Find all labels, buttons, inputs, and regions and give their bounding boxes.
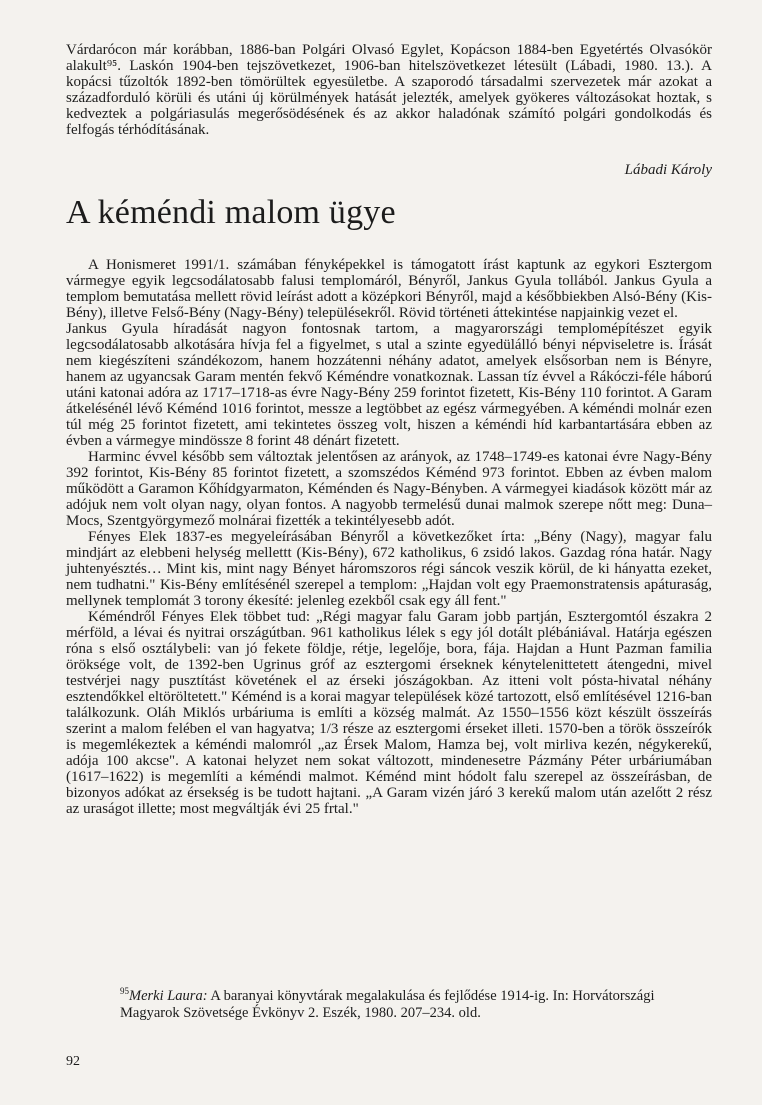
intro-paragraph: Várdarócon már korábban, 1886-ban Polgári Olvasó Egylet, Kopácson 1884-ben Egyetértés Olvasókör alakult⁹⁵. Laskón 1904-ben tejszövetkezet, 1906-ban hitelszövetkezet létesült (Lábadi, 1980. 13.). A kopácsi tűzoltók 1892-ben tömörültek egyesületbe. A szaporodó társadalmi szervezetek már azokat a századforduló körüli és utáni új körülmények hatását jelezték, amelyek gyökeres változásokat hoztak, s kedveztek a polgáriasulás megerősödésének és az akkor haladónak számító polgári gondolkodás és felfogás térhódításának. bbox=[66, 42, 712, 138]
article-body bbox=[66, 257, 712, 817]
author-signature: Lábadi Károly bbox=[624, 162, 712, 178]
footnote-mark: 95 bbox=[120, 986, 129, 997]
footnote-author: Merki Laura: bbox=[129, 988, 208, 1004]
article-title: A kéméndi malom ügye bbox=[66, 194, 396, 231]
body-paragraph-3: Harminc évvel később sem változtak jelentősen az arányok, az 1748–1749-es katonai évre Nagy-Bény 392 forintot, Kis-Bény 85 forintot fizetett, a szomszédos Kéménd 973 forintot. Ebben az évben malom működött a Garamon Kőhídgyarmaton, Kéménden és Nagy-Bényben. A vármegyei kiadások között már az adójuk nem volt olyan nagy, olyan fontos. A nagyobb termelésű dunai malmok szerepe nőtt meg: Duna–Mocs, Szentgyörgymező molnárai fizették a tekintélyesebb adót. bbox=[66, 449, 712, 529]
intro-section bbox=[66, 42, 712, 138]
footnote-text: A baranyai könyvtárak megalakulása és fejlődése 1914-ig. In: Horvátországi Magyarok Szövetsége Évkönyv 2. Eszék, 1980. 207–234. old. bbox=[120, 988, 655, 1021]
body-paragraph-2: Jankus Gyula híradását nagyon fontosnak tartom, a magyarországi templomépítészet egyik legcsodálatosabb alkotására hívja fel a figyelmet, s utal a szinte egyedülálló bényi népviseletre is. Írását nem kiegészíteni szándékozom, hanem hozzátenni néhány adatot, amelyek elsősorban nem is Bényre, hanem az ugyancsak Garam mentén fekvő Kéméndre vonatkoznak. Lassan tíz évvel a Rákóczi-féle háború utáni katonai adóra az 1717–1718-as évre Nagy-Bény 259 forintot fizetett, Kis-Bény 110 forintot. A Garam átkelésénél lévő Kéménd 1016 forintot, messze a legtöbbet az egész vármegyében. A kéméndi molnár ezen túl még 25 forintot fizetett, ami tekintetes összeg volt, hiszen a kéméndi híd karbantartására ebben az évben a vármegye mindössze 8 forint 48 dénárt fizetett. bbox=[66, 321, 712, 449]
footnote bbox=[120, 988, 710, 1022]
body-paragraph-1: A Honismeret 1991/1. számában fényképekkel is támogatott írást kaptunk az egykori Esztergom vármegye egyik legcsodálatosabb falusi templomáról, Bényről, Jankus Gyula tollából. Jankus Gyula a templom bemutatása mellett rövid leírást adott a középkori Bényről, majd a későbbiekben Alsó-Bény (Kis-Bény), illetve Felső-Bény (Nagy-Bény) településekről. Rövid történeti áttekintése napjainkig vezet el. bbox=[66, 257, 712, 321]
body-paragraph-5: Kéméndről Fényes Elek többet tud: „Régi magyar falu Garam jobb partján, Esztergomtól északra 2 mérföld, a lévai és nyitrai országútban. 961 katholikus lélek s egy jól dotált plébániával. Határja egészen róna s első osztálybeli: van jó fekete földje, rétje, legelője, bora, fája. Hajdan a Hunt Pazman familia öröksége volt, de 1392-ben Ugrinus gróf az esztergomi érseknek kénytelenittetett átengedni, mivel testvérjei nagy pusztítást követének el az érseki jószágokban. Az itteni volt pósta-hivatal néhány esztendőkkel eltöröltetett." Kéménd is a korai magyar települések közé tartozott, első említésével 1216-ban találkozunk. Oláh Miklós urbáriuma is említi a község malmát. Az 1550–1556 közt készült összeírás szerint a malom felében el van hagyatva; 1/3 része az esztergomi érseket illeti. 1570-ben a török összeírók is megemlékeztek a kéméndi malomról „az Érsek Malom, Hamza bej, volt mirliva kezén, négykerekű, adója 100 akcse". A katonai helyzet nem sokat változott, mindenesetre Pázmány Péter urbáriumában (1617–1622) is megemlíti a kéméndi malmot. Kéménd mint hódolt falu szerepel az összeírásban, de bizonyos adókat az érsekség is be tudott hajtani. „A Garam vizén járó 3 kerekű malom után azelőtt 2 rész az uraságot illette; most megváltják évi 25 frtal." bbox=[66, 609, 712, 817]
body-paragraph-4: Fényes Elek 1837-es megyeleírásában Bényről a következőket írta: „Bény (Nagy), magyar falu mindjárt az elebbeni helység mellettt (Kis-Bény), 672 katholikus, 6 zsidó lakos. Gazdag róna határ. Nagy juhtenyésztés… Mint kis, mint nagy Bényet háromszoros régi sáncok veszik körül, de ki hányatta ezeket, nem tudhatni." Kis-Bény említésénél szerepel a templom: „Hajdan volt egy Praemonstratensis apáturaság, mellynek templomát 3 torony ékesíté: jelenleg ezekből csak egy áll fent." bbox=[66, 529, 712, 609]
page-number: 92 bbox=[66, 1054, 80, 1069]
